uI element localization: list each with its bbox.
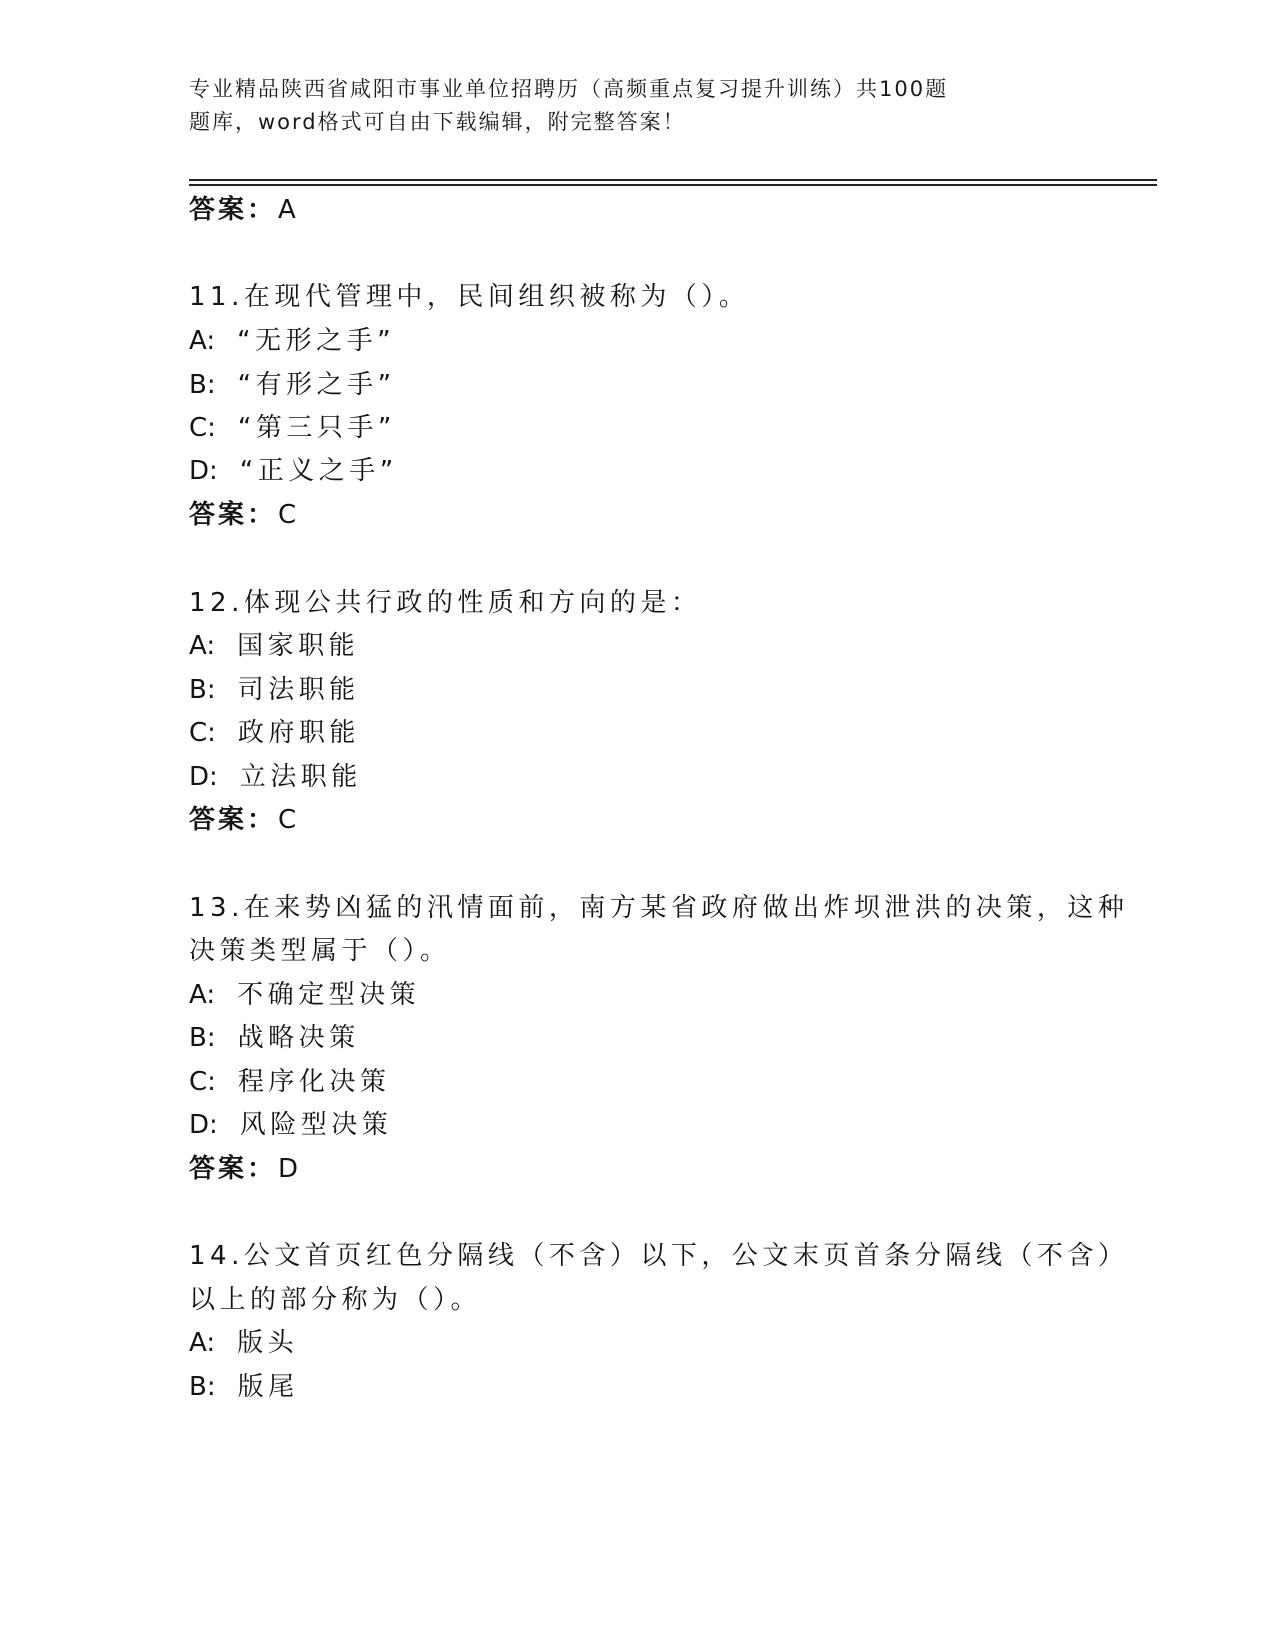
option-a: A: “无形之手” [189, 326, 396, 356]
option-a: A: 版头 [189, 1328, 299, 1358]
option-b: B: 司法职能 [189, 675, 360, 705]
question-stem-continued: 决策类型属于（）。 [189, 936, 451, 966]
option-d: D: 立法职能 [189, 762, 362, 792]
option-a: A: 国家职能 [189, 631, 360, 661]
answer-line [189, 495, 296, 535]
answer-label: 答案： [189, 1154, 277, 1184]
option-b: B: 版尾 [189, 1372, 299, 1402]
option-d: D: 风险型决策 [189, 1110, 393, 1140]
answer-line [189, 800, 296, 840]
answer-line [189, 1149, 298, 1189]
header-title-line-1: 专业精品陕西省咸阳市事业单位招聘历（高频重点复习提升训练）共100题 [189, 77, 949, 101]
question-stem: 11.在现代管理中，民间组织被称为（）。 [189, 282, 750, 312]
question-stem-continued: 以上的部分称为（）。 [189, 1285, 482, 1315]
option-b: B: “有形之手” [189, 370, 396, 400]
answer-line [189, 190, 296, 230]
document-header [189, 73, 1089, 139]
option-a: A: 不确定型决策 [189, 980, 421, 1010]
question-stem: 14.公文首页红色分隔线（不含）以下，公文末页首条分隔线（不含） [189, 1241, 1129, 1271]
answer-label: 答案： [189, 805, 277, 835]
answer-label: 答案： [189, 500, 277, 530]
question-stem: 13.在来势凶猛的汛情面前，南方某省政府做出炸坝泄洪的决策，这种 [189, 893, 1129, 923]
header-divider-top [189, 179, 1157, 181]
answer-value: C [278, 805, 297, 835]
answer-value: A [278, 195, 296, 225]
header-title-line-2: 题库，word格式可自由下载编辑，附完整答案！ [189, 110, 686, 134]
option-b: B: 战略决策 [189, 1023, 360, 1053]
answer-value: C [278, 500, 297, 530]
option-c: C: 政府职能 [189, 718, 360, 748]
option-c: C: “第三只手” [189, 413, 396, 443]
answer-value: D [278, 1154, 299, 1184]
answer-label: 答案： [189, 195, 277, 225]
option-c: C: 程序化决策 [189, 1067, 391, 1097]
option-d: D: “正义之手” [189, 456, 398, 486]
header-divider-bottom [189, 184, 1157, 186]
question-stem: 12.体现公共行政的性质和方向的是： [189, 588, 702, 618]
